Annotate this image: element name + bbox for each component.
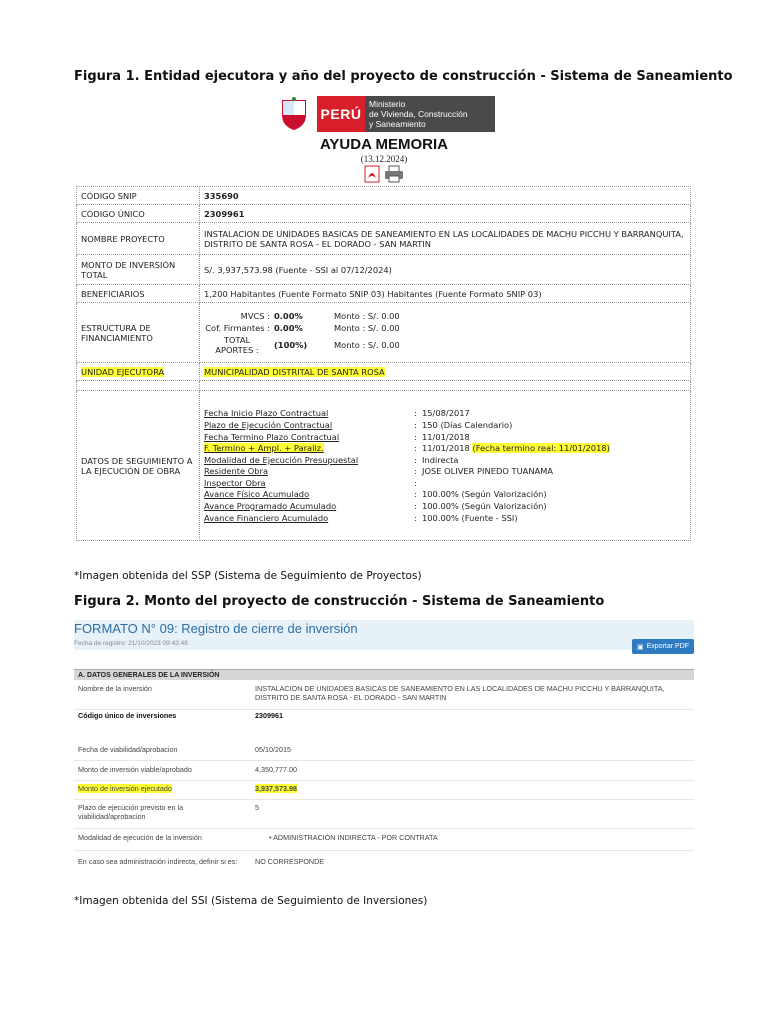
table-row [77, 285, 691, 303]
tracking-row [77, 391, 691, 541]
financing-row [77, 303, 691, 363]
row-label: MONTO DE INVERSIÓN TOTAL [77, 255, 200, 285]
figure-2-caption: Figura 2. Monto del proyecto de construcción - Sistema de Saneamiento [74, 594, 605, 609]
row-label: BENEFICIARIOS [77, 285, 200, 303]
table-row: Monto de inversión viable/aprobado 4,350,777.00 [74, 765, 694, 781]
row-value: 1,200 Habitantes (Fuente Formato SNIP 03) Habitantes (Fuente Formato SNIP 03) [200, 285, 691, 303]
ministry-name: Ministerio de Vivienda, Construcción y Saneamiento [365, 96, 495, 132]
financing-label: ESTRUCTURA DE FINANCIAMIENTO [77, 303, 200, 363]
document-icon: ▣ [636, 643, 644, 651]
export-icons [364, 165, 404, 183]
financing-grid: MVCS : 0.00% Monto : S/. 0.00 Cof. Firmantes : 0.00% Monto : S/. 0.00 TOTAL APORTES : (100%) Monto : S/. 0.00 [205, 310, 400, 355]
ssi-title: FORMATO N° 09: Registro de cierre de inversión [74, 621, 358, 636]
section-a-header: A. DATOS GENERALES DE LA INVERSIÓN [74, 669, 694, 680]
executor-row [77, 363, 691, 381]
row-value: 335690 [200, 187, 691, 205]
table-row: Nombre de la inversión INSTALACION DE UNIDADES BASICAS DE SANEAMIENTO EN LAS LOCALIDADES DE MACHU PICCHU Y BARRANQUITA, DISTRITO DE SANTA ROSA - EL DORADO - SAN MARTIN [74, 684, 694, 710]
print-icon[interactable] [384, 165, 404, 183]
figure-1-note: *Imagen obtenida del SSP (Sistema de Seguimiento de Proyectos) [74, 570, 422, 582]
coat-of-arms-icon [275, 96, 313, 132]
tracking-grid: Fecha Inicio Plazo Contractual : 15/08/2017 Plazo de Ejecución Contractual : 150 (Días Calendario) Fecha Termino Plazo Contractual : 11/01/2018 F. Termino + Ampl. + Paraliz. : 11/01/2018 (Fecha termino real: 11/01/2018) Modalidad de Ejecución Presupuestal : Indirecta Residente Obra : JOSE OLIVER PINEDO TUANAMA Inspector Obra : Avance Físico Acumulado : 100.00% (Según Valorización) Avance Programado Acumulado : 100.00% (Según Valorización) Avance Financiero Acumulado : 100.00% (Fuente - SSI) [204, 408, 610, 523]
table-row [77, 187, 691, 205]
spacer-row [77, 381, 691, 391]
ayuda-memoria-date: (13.12.2024) [360, 154, 408, 164]
table-row: Fecha de viabilidad/aprobacion 05/10/2015 [74, 745, 694, 761]
executor-value: MUNICIPALIDAD DISTRITAL DE SANTA ROSA [204, 366, 385, 377]
table-row: Código único de inversiones 2309961 [78, 711, 283, 720]
ministry-logo [275, 96, 495, 132]
row-value: 2309961 [200, 205, 691, 223]
executor-label: UNIDAD EJECUTORA [81, 366, 165, 377]
table-row: Modalidad de ejecución de la inversión • ADMINISTRACIÓN INDIRECTA - POR CONTRATA [74, 833, 694, 851]
ayuda-memoria-heading: AYUDA MEMORIA [319, 136, 449, 153]
row-label: NOMBRE PROYECTO [77, 223, 200, 255]
row-value: INSTALACION DE UNIDADES BASICAS DE SANEAMIENTO EN LAS LOCALIDADES DE MACHU PICCHU Y BARRANQUITA, DISTRITO DE SANTA ROSA - EL DORADO - SAN MARTIN [200, 223, 691, 255]
table-row: Plazo de ejecución previsto en la viabilidad/aprobacion 5 [74, 803, 694, 829]
row-label: CÓDIGO SNIP [77, 187, 200, 205]
row-value: S/. 3,937,573.98 (Fuente - SSI al 07/12/2024) [200, 255, 691, 285]
figure-1-caption: Figura 1. Entidad ejecutora y año del proyecto de construcción - Sistema de Saneamiento [74, 69, 733, 84]
table-row: Monto de inversión ejecutado 3,937,573.98 [74, 784, 694, 800]
figure-2-note: *Imagen obtenida del SSI (Sistema de Seguimiento de Inversiones) [74, 895, 428, 907]
row-label: CÓDIGO ÚNICO [77, 205, 200, 223]
ssi-registration-date: Fecha de registro: 21/10/2023 09:43:48 [74, 640, 188, 647]
ayuda-memoria-table [76, 186, 691, 541]
peru-label: PERÚ [317, 96, 365, 132]
table-row [77, 205, 691, 223]
pdf-icon[interactable] [364, 165, 380, 183]
table-row [77, 223, 691, 255]
table-row [77, 255, 691, 285]
table-row: En caso sea administración indirecta, definir si es: NO CORRESPONDE [78, 857, 325, 866]
tracking-label: DATOS DE SEGUIMIENTO A LA EJECUCIÓN DE OBRA [77, 391, 200, 541]
export-pdf-button[interactable]: ▣ Exportar PDF [632, 639, 694, 654]
